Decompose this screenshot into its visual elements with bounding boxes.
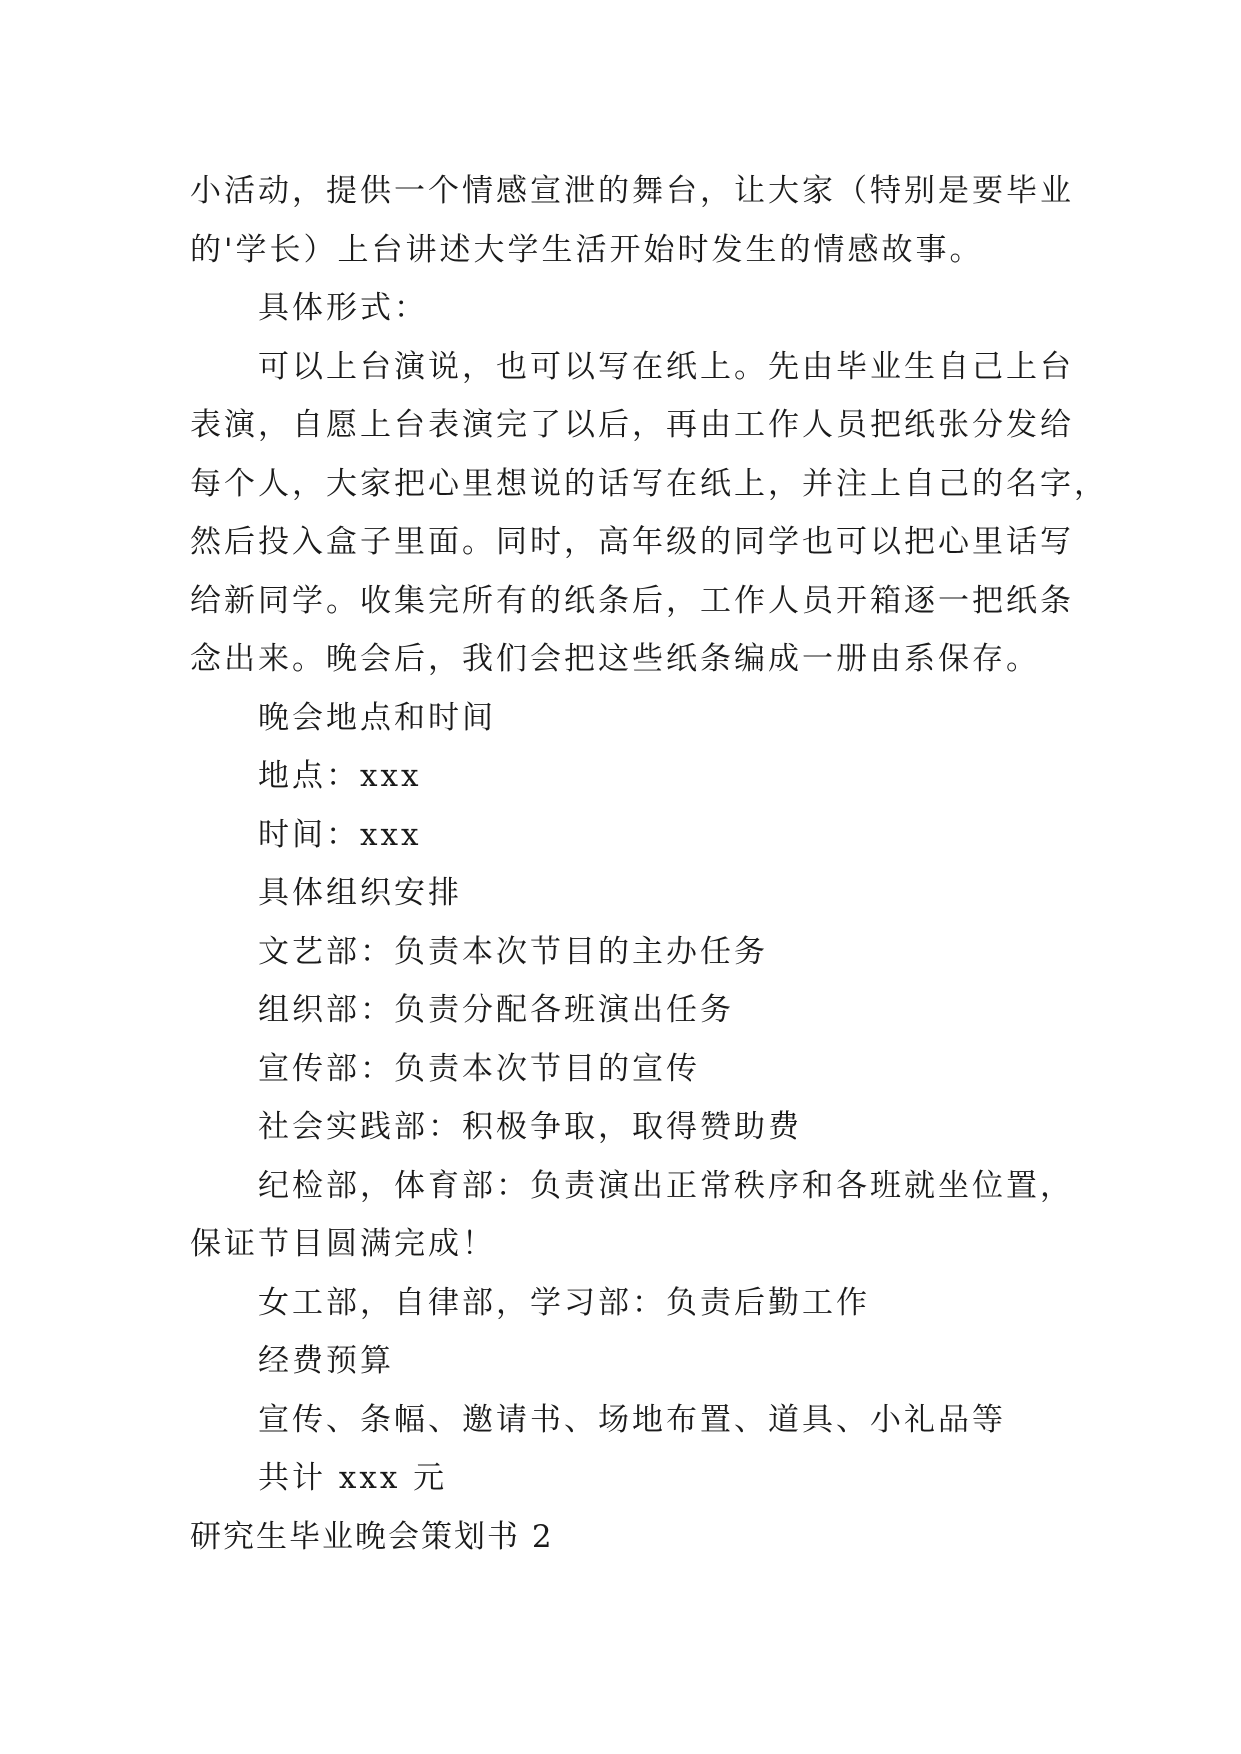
department-line: 文艺部：负责本次节目的主办任务 [258, 933, 768, 970]
section-heading-venue-time: 晚会地点和时间 [258, 699, 496, 736]
department-line: 纪检部，体育部：负责演出正常秩序和各班就坐位置， [258, 1167, 1074, 1204]
time-line: 时间：xxx [258, 816, 422, 853]
paragraph-line: 念出来。晚会后，我们会把这些纸条编成一册由系保存。 [190, 641, 1040, 677]
paragraph-line: 可以上台演说，也可以写在纸上。先由毕业生自己上台 [258, 348, 1074, 385]
venue-line: 地点：xxx [258, 758, 422, 794]
paragraph-line: 表演，自愿上台表演完了以后，再由工作人员把纸张分发给 [190, 407, 1074, 443]
department-line: 社会实践部：积极争取，取得赞助费 [258, 1109, 802, 1145]
document-body [190, 162, 1108, 1566]
paragraph-line: 小活动，提供一个情感宣泄的舞台，让大家（特别是要毕业 [190, 173, 1074, 209]
paragraph-line: 然后投入盒子里面。同时，高年级的同学也可以把心里话写 [190, 524, 1074, 560]
department-line: 组织部：负责分配各班演出任务 [258, 992, 734, 1028]
department-line: 宣传部：负责本次节目的宣传 [258, 1050, 700, 1087]
department-line: 女工部，自律部，学习部：负责后勤工作 [258, 1284, 870, 1321]
budget-total-line: 共计 xxx 元 [258, 1460, 448, 1496]
paragraph-line: 每个人，大家把心里想说的话写在纸上，并注上自己的名字， [190, 465, 1108, 502]
paragraph-line: 给新同学。收集完所有的纸条后，工作人员开箱逐一把纸条 [190, 582, 1074, 619]
section-heading-organization: 具体组织安排 [258, 875, 462, 911]
paragraph-line: 保证节目圆满完成！ [190, 1226, 496, 1262]
section-heading-budget: 经费预算 [258, 1343, 394, 1379]
document-title: 研究生毕业晚会策划书 2 [190, 1518, 554, 1555]
budget-items-line: 宣传、条幅、邀请书、场地布置、道具、小礼品等 [258, 1401, 1006, 1438]
paragraph-line: 的'学长）上台讲述大学生活开始时发生的情感故事。 [190, 231, 984, 268]
section-heading-format: 具体形式： [258, 290, 428, 326]
